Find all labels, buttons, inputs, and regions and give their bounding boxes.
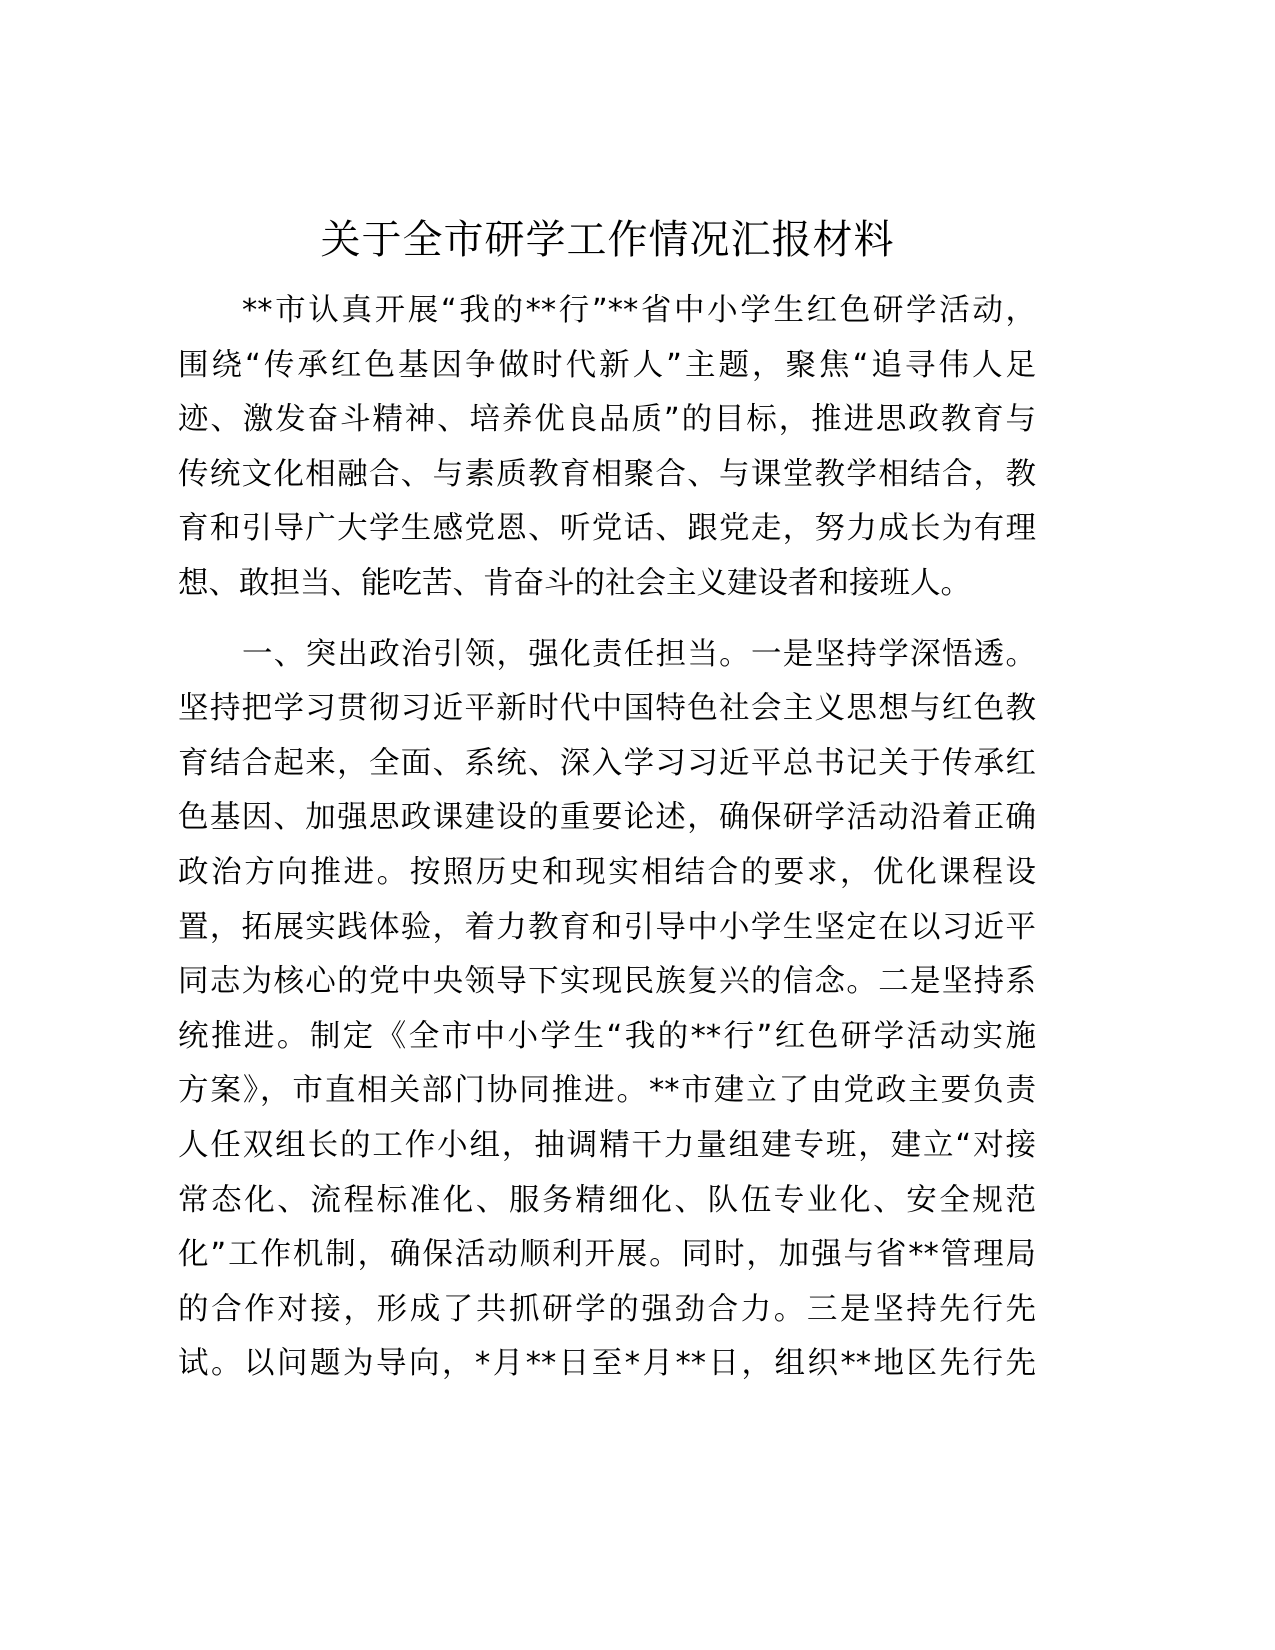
text-line: 育结合起来，全面、系统、深入学习习近平总书记关于传承红 [178,745,1036,781]
text-line: 人任双组长的工作小组，抽调精干力量组建专班，建立“对接 [178,1127,1036,1163]
text-line: 育和引导广大学生感党恩、听党话、跟党走，努力成长为有理 [178,511,1036,547]
text-line: 统推进。制定《全市中小学生“我的**行”红色研学活动实施 [178,1018,1036,1054]
text-line: 围绕“传承红色基因争做时代新人”主题，聚焦“追寻伟人足 [178,347,1036,383]
paragraph-spacing [178,612,1036,628]
text-line: 坚持把学习贯彻习近平新时代中国特色社会主义思想与红色教 [178,691,1036,727]
document-title: 关于全市研学工作情况汇报材料 [320,217,895,263]
text-line: 常态化、流程标准化、服务精细化、队伍专业化、安全规范 [178,1182,1036,1218]
paragraph-section-one [178,628,1036,1392]
text-line: 想、敢担当、能吃苦、肯奋斗的社会主义建设者和接班人。 [178,565,971,601]
text-line: 方案》，市直相关部门协同推进。**市建立了由党政主要负责 [178,1073,1036,1109]
text-line: 一、突出政治引领，强化责任担当。一是坚持学深悟透。 [242,636,1036,672]
text-line: **市认真开展“我的**行”**省中小学生红色研学活动， [242,293,1036,328]
text-line: 传统文化相融合、与素质教育相聚合、与课堂教学相结合，教 [178,456,1036,492]
text-line: 政治方向推进。按照历史和现实相结合的要求，优化课程设 [178,854,1036,890]
paragraph-intro [178,284,1036,612]
text-line: 的合作对接，形成了共抓研学的强劲合力。三是坚持先行先 [178,1291,1036,1327]
text-line: 色基因、加强思政课建设的重要论述，确保研学活动沿着正确 [178,800,1036,836]
text-line: 化”工作机制，确保活动顺利开展。同时，加强与省**管理局 [178,1237,1036,1273]
text-line: 同志为核心的党中央领导下实现民族复兴的信念。二是坚持系 [178,964,1036,1000]
document-body [178,284,1036,1392]
text-line: 迹、激发奋斗精神、培养优良品质”的目标，推进思政教育与 [178,402,1036,438]
text-line: 置，拓展实践体验，着力教育和引导中小学生坚定在以习近平 [178,909,1036,945]
text-line: 试。以问题为导向，*月**日至*月**日，组织**地区先行先 [178,1346,1036,1382]
